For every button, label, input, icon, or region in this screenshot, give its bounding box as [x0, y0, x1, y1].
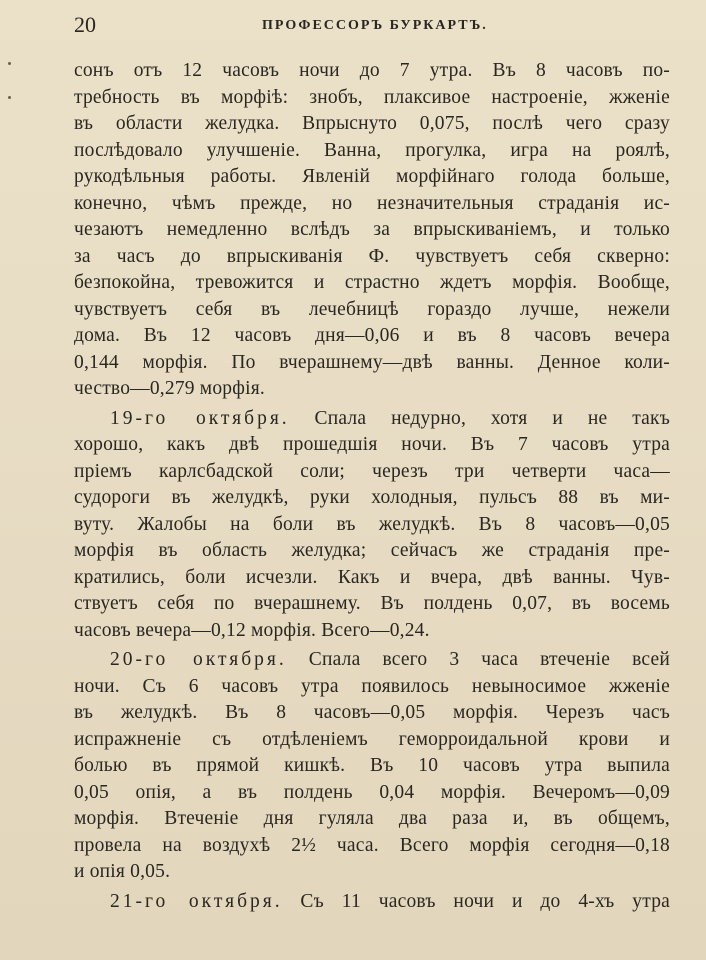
text-line: часовъ вечера—0,12 морфія. Всего—0,24.: [74, 619, 430, 641]
text-line: требность въ морфіѣ: знобъ, плаксивое настроеніе, жженіе: [74, 86, 670, 108]
text-line: 0,144 морфія. По вчерашнему—двѣ ванны. Денное коли-: [74, 351, 670, 373]
text-line-first: [74, 647, 670, 674]
text-line: морфія. Втеченіе дня гуляла два раза и, въ общемъ,: [74, 808, 670, 829]
text-line: болью въ прямой кишкѣ. Въ 10 часовъ утра выпила: [74, 755, 670, 776]
text-line: дома. Въ 12 часовъ дня—0,06 и въ 8 часовъ вечера: [74, 325, 670, 346]
text-line: чество—0,279 морфія.: [74, 378, 265, 399]
entry-date: 20-го октября.: [110, 649, 287, 670]
text-line-first: [74, 889, 670, 916]
page-number: 20: [74, 12, 96, 37]
text-line: чезаютъ немедленно вслѣдъ за впрыскиваніемъ, и только: [74, 219, 670, 240]
text-line: морфія въ область желудка; сейчасъ же страданія пре-: [74, 540, 670, 561]
text-line: хорошо, какъ двѣ прошедшія ночи. Въ 7 часовъ утра: [74, 434, 670, 455]
text-line: рукодѣльныя работы. Явленій морфійнаго голода больше,: [74, 166, 670, 187]
running-title: ПРОФЕССОРЪ БУРКАРТЪ.: [262, 18, 488, 33]
text-line: кратились, боли исчезли. Какъ и вчера, двѣ ванны. Чув-: [74, 566, 670, 588]
text-line: судороги въ желудкѣ, руки холодныя, пульсъ 88 въ ми-: [74, 487, 670, 508]
text-line: безпокойна, тревожится и страстно ждетъ морфія. Вообще,: [74, 272, 670, 293]
text-line: сонъ отъ 12 часовъ ночи до 7 утра. Въ 8 часовъ по-: [74, 60, 670, 81]
text-line-first: [74, 406, 670, 433]
text-run: Съ 11 часовъ ночи и до 4-хъ утра: [282, 890, 670, 912]
body-text: [74, 58, 670, 915]
page-header: [74, 12, 674, 40]
margin-mark: [8, 62, 11, 65]
text-line: конечно, чѣмъ прежде, но незначительныя страданія ис-: [74, 192, 670, 214]
text-line: въ области желудка. Впрыснуто 0,075, послѣ чего сразу: [74, 113, 670, 134]
text-line: и опія 0,05.: [74, 861, 171, 882]
text-line: послѣдовало улучшеніе. Ванна, прогулка, игра на роялѣ,: [74, 139, 670, 161]
margin-mark: [8, 96, 11, 99]
text-line: ночи. Съ 6 часовъ утра появилось невыносимое жженіе: [74, 675, 670, 697]
text-run: Спала всего 3 часа втеченіе всей: [286, 649, 670, 670]
text-line: вуту. Жалобы на боли въ желудкѣ. Въ 8 часовъ—0,05: [74, 513, 670, 535]
text-run: Спала недурно, хотя и не такъ: [289, 407, 670, 429]
text-line: испражненіе съ отдѣленіемъ геморроидальной крови и: [74, 728, 670, 750]
text-line: 0,05 опія, а въ полдень 0,04 морфія. Вечеромъ—0,09: [74, 781, 670, 803]
text-line: чувствуетъ себя въ лечебницѣ гораздо лучше, нежели: [74, 298, 670, 320]
text-line: пріемъ карлсбадской соли; черезъ три четверти часа—: [74, 460, 670, 482]
entry-date: 19-го октября.: [110, 407, 290, 429]
text-line: въ желудкѣ. Въ 8 часовъ—0,05 морфія. Черезъ часъ: [74, 702, 670, 723]
text-line: за часъ до впрыскиванія Ф. чувствуетъ себя скверно:: [74, 245, 670, 267]
entry-date: 21-го октября.: [110, 890, 283, 912]
text-line: ствуетъ себя по вчерашнему. Въ полдень 0,07, въ восемь: [74, 593, 670, 614]
text-line: провела на воздухѣ 2½ часа. Всего морфія сегодня—0,18: [74, 834, 670, 856]
